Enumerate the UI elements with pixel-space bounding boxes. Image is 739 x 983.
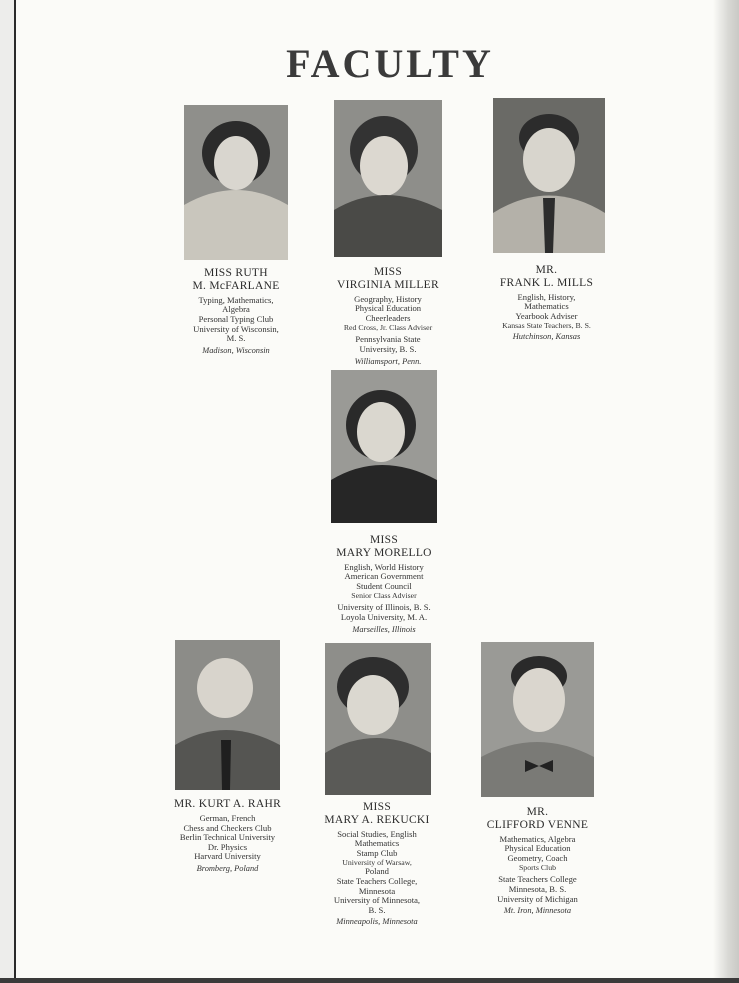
faculty-hometown: Williamsport, Penn. xyxy=(354,356,422,366)
faculty-detail-line: American Government xyxy=(344,571,424,582)
faculty-hometown: Hutchinson, Kansas xyxy=(512,332,581,342)
faculty-detail-line: Physical Education xyxy=(504,843,571,854)
faculty-detail-line: Social Studies, English xyxy=(337,828,417,839)
faculty-detail-line: University of Minnesota, xyxy=(333,895,421,906)
faculty-entry-mary-rekucki xyxy=(312,801,442,927)
faculty-name-line: MISS RUTH xyxy=(204,267,268,279)
faculty-detail-line: Senior Class Adviser xyxy=(351,590,417,600)
faculty-name-line: VIRGINIA MILLER xyxy=(337,278,439,291)
page-spine-shadow xyxy=(713,0,739,983)
faculty-detail-line: Pennsylvania State xyxy=(355,334,421,345)
faculty-detail-line: Harvard University xyxy=(194,851,261,862)
faculty-detail-line: University of Warsaw, xyxy=(342,857,412,867)
faculty-entry-mary-morello xyxy=(319,534,449,634)
faculty-detail-line: Chess and Checkers Club xyxy=(183,822,272,833)
faculty-entry-kurt-rahr xyxy=(160,798,295,873)
faculty-entry-clifford-venne xyxy=(470,806,605,916)
faculty-detail-line: University of Michigan xyxy=(497,893,578,904)
faculty-detail-line: Physical Education xyxy=(354,303,422,314)
faculty-detail-line: Yearbook Adviser xyxy=(515,311,578,321)
faculty-detail-line: English, History, xyxy=(517,291,576,302)
faculty-detail-line: State Teachers College xyxy=(498,874,577,885)
faculty-detail-line: Algebra xyxy=(222,304,250,315)
faculty-hometown: Minneapolis, Minnesota xyxy=(336,917,418,927)
faculty-detail-line: Kansas State Teachers, B. S. xyxy=(502,320,591,330)
faculty-detail-line: Minnesota, B. S. xyxy=(508,883,567,894)
faculty-detail-line: Stamp Club xyxy=(356,848,398,858)
faculty-detail-line: Dr. Physics xyxy=(207,841,248,852)
portrait-photo-mary-morello xyxy=(331,370,437,523)
faculty-hometown: Marseilles, Illinois xyxy=(352,624,416,634)
faculty-hometown: Madison, Wisconsin xyxy=(202,345,270,355)
faculty-detail-line: Mathematics xyxy=(354,838,400,849)
faculty-detail-line: Poland xyxy=(365,866,389,877)
faculty-name-line: MR. xyxy=(526,806,549,818)
faculty-detail-line: Mathematics, Algebra xyxy=(499,833,576,844)
faculty-name-line: FRANK L. MILLS xyxy=(499,276,594,289)
faculty-detail-line: M. S. xyxy=(226,333,246,344)
faculty-hometown: Mt. Iron, Minnesota xyxy=(503,906,572,916)
faculty-detail-line: Sports Club xyxy=(518,862,557,872)
faculty-name-line: MARY A. REKUCKI xyxy=(324,813,430,826)
faculty-detail-line: University of Illinois, B. S. xyxy=(337,602,431,613)
faculty-name-line: CLIFFORD VENNE xyxy=(486,818,589,831)
faculty-detail-line: English, World History xyxy=(344,561,424,572)
portrait-photo-frank-mills xyxy=(493,98,605,253)
faculty-detail-line: Loyola University, M. A. xyxy=(340,611,428,622)
faculty-detail-line: Berlin Technical University xyxy=(179,832,276,843)
faculty-name-line: MR. xyxy=(535,264,558,276)
page-title: FACULTY xyxy=(286,41,494,86)
faculty-detail-line: Mathematics xyxy=(524,301,569,312)
faculty-detail-line: Typing, Mathematics, xyxy=(198,294,274,305)
faculty-detail-line: Geometry, Coach xyxy=(507,853,568,863)
portrait-photo-mary-rekucki xyxy=(325,643,431,795)
faculty-name-line: MISS xyxy=(362,801,392,813)
faculty-detail-line: Student Council xyxy=(356,581,412,591)
faculty-detail-line: Personal Typing Club xyxy=(198,314,274,324)
page-bottom-edge xyxy=(0,978,739,983)
faculty-entry-frank-mills xyxy=(479,264,614,342)
portrait-photo-ruth-mcfarlane xyxy=(184,105,288,260)
faculty-name-line: M. McFARLANE xyxy=(192,279,280,292)
faculty-name-line: MARY MORELLO xyxy=(336,546,432,559)
faculty-detail-line: B. S. xyxy=(368,904,386,915)
faculty-name-line: MISS xyxy=(369,534,399,546)
faculty-entry-ruth-mcfarlane xyxy=(171,267,301,355)
faculty-detail-line: University of Wisconsin, xyxy=(193,323,279,334)
faculty-detail-line: Geography, History xyxy=(354,293,422,304)
faculty-detail-line: University, B. S. xyxy=(359,343,417,354)
portrait-photo-virginia-miller xyxy=(334,100,442,257)
portrait-photo-clifford-venne xyxy=(481,642,594,797)
faculty-name-line: MR. KURT A. RAHR xyxy=(173,798,282,810)
faculty-entry-virginia-miller xyxy=(323,266,453,366)
faculty-detail-line: German, French xyxy=(199,812,256,823)
faculty-detail-line: Minnesota xyxy=(358,885,396,896)
faculty-detail-line: State Teachers College, xyxy=(336,875,418,886)
faculty-hometown: Bromberg, Poland xyxy=(196,864,259,873)
faculty-name-line: MISS xyxy=(373,266,403,278)
portrait-photo-kurt-rahr xyxy=(175,640,280,790)
faculty-detail-line: Cheerleaders xyxy=(365,313,411,323)
faculty-detail-line: Red Cross, Jr. Class Adviser xyxy=(343,322,433,332)
